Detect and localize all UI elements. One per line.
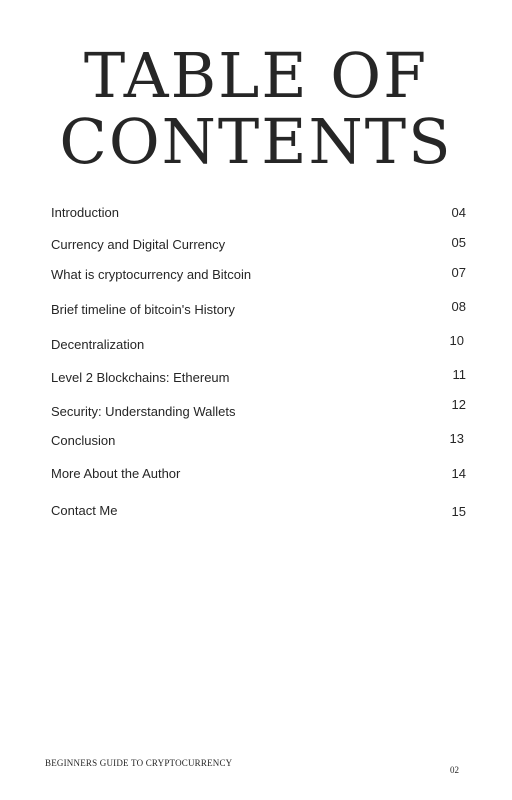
toc-item-page: 07 [451, 265, 466, 280]
toc-item-page: 04 [451, 205, 466, 220]
page-title-line-1: TABLE OF [83, 39, 429, 112]
toc-item-label: Level 2 Blockchains: Ethereum [51, 370, 230, 385]
toc-item-label: Conclusion [51, 433, 116, 448]
toc-item-label: More About the Author [51, 466, 181, 481]
toc-item-page: 08 [451, 299, 466, 314]
footer-page-number: 02 [450, 765, 459, 775]
footer-book-title: BEGINNERS GUIDE TO CRYPTOCURRENCY [45, 758, 233, 768]
toc-item-page: 11 [452, 367, 466, 382]
page-title-line-2: CONTENTS [59, 105, 453, 178]
toc-item-label: Brief timeline of bitcoin's History [51, 302, 235, 317]
toc-item-page: 10 [449, 333, 464, 348]
toc-item-label: Contact Me [51, 503, 118, 518]
toc-item-label: What is cryptocurrency and Bitcoin [51, 267, 252, 282]
toc-item-label: Security: Understanding Wallets [51, 404, 236, 419]
toc-item-page: 15 [451, 504, 466, 519]
toc-item-page: 13 [449, 431, 464, 446]
toc-item-label: Currency and Digital Currency [51, 237, 226, 252]
toc-item-page: 05 [451, 235, 466, 250]
toc-item-page: 14 [451, 466, 466, 481]
toc-item-page: 12 [451, 397, 466, 412]
toc-item-label: Introduction [51, 205, 119, 220]
toc-item-label: Decentralization [51, 337, 145, 352]
